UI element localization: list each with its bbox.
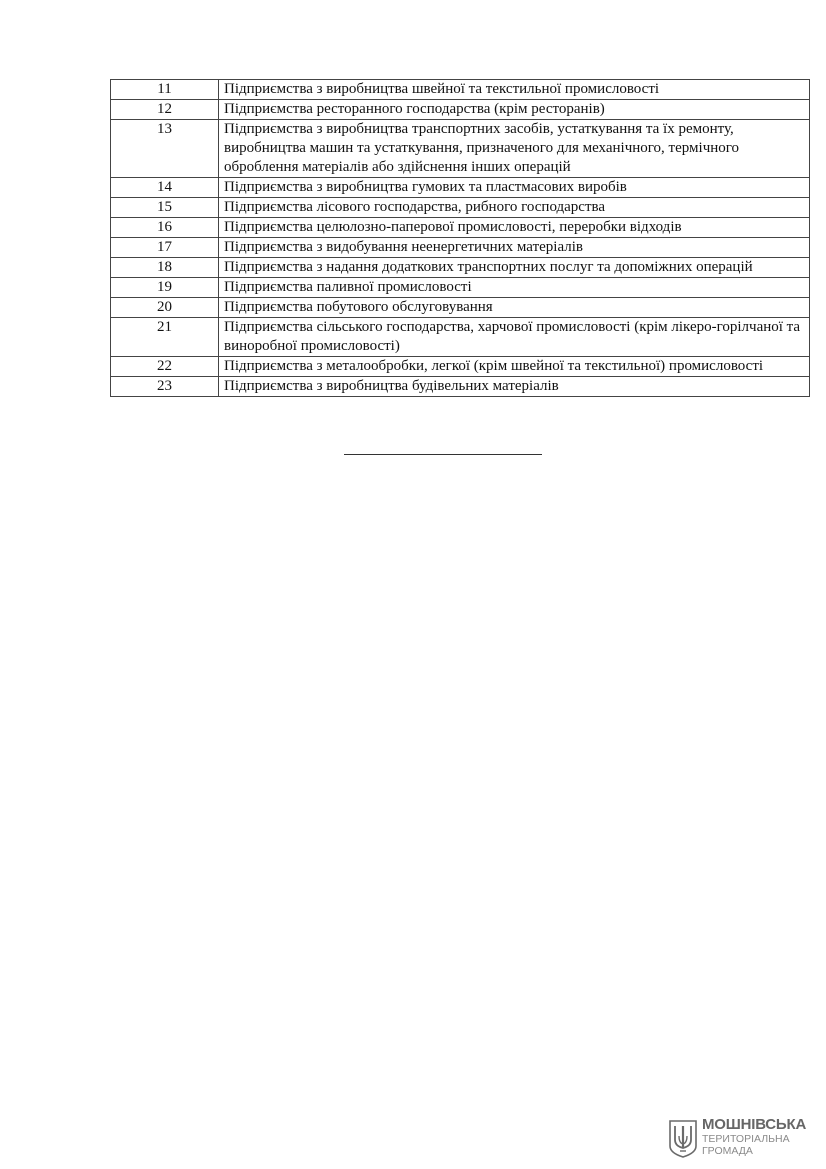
table-row — [111, 218, 810, 238]
row-number: 15 — [111, 198, 219, 218]
row-text: Підприємства целюлозно-паперової промисловості, переробки відходів — [219, 218, 810, 238]
closing-divider — [344, 454, 542, 455]
table-row — [111, 377, 810, 397]
row-text: Підприємства з виробництва гумових та пластмасових виробів — [219, 178, 810, 198]
row-text: Підприємства з надання додаткових транспортних послуг та допоміжних операцій — [219, 258, 810, 278]
table-row — [111, 258, 810, 278]
row-number: 11 — [111, 80, 219, 100]
table-row — [111, 357, 810, 377]
row-number: 12 — [111, 100, 219, 120]
row-number: 19 — [111, 278, 219, 298]
row-number: 17 — [111, 238, 219, 258]
enterprise-list-table — [110, 79, 810, 397]
row-text: Підприємства лісового господарства, рибного господарства — [219, 198, 810, 218]
logo-subtitle-line2: ГРОМАДА — [702, 1145, 753, 1157]
row-text: Підприємства з металообробки, легкої (крім швейної та текстильної) промисловості — [219, 357, 810, 377]
row-number: 21 — [111, 318, 219, 357]
row-text: Підприємства з виробництва транспортних засобів, устаткування та їх ремонту, виробництва машин та устаткування, призначеного для механічного, термічного оброблення матеріалів або здійснення інших операцій — [219, 120, 810, 178]
row-text: Підприємства з виробництва швейної та текстильної промисловості — [219, 80, 810, 100]
table-body — [111, 80, 810, 397]
row-number: 22 — [111, 357, 219, 377]
row-number: 18 — [111, 258, 219, 278]
row-number: 16 — [111, 218, 219, 238]
table-row — [111, 100, 810, 120]
table-row — [111, 120, 810, 178]
row-number: 13 — [111, 120, 219, 178]
row-number: 14 — [111, 178, 219, 198]
table-row — [111, 80, 810, 100]
logo-name: МОШНІВСЬКА — [702, 1116, 807, 1133]
row-text: Підприємства сільського господарства, харчової промисловості (крім лікеро-горілчаної та виноробної промисловості) — [219, 318, 810, 357]
community-logo — [668, 1116, 818, 1162]
table-row — [111, 278, 810, 298]
logo-subtitle-line1: ТЕРИТОРІАЛЬНА — [702, 1133, 790, 1145]
table-row — [111, 178, 810, 198]
row-text: Підприємства побутового обслуговування — [219, 298, 810, 318]
row-text: Підприємства з видобування неенергетичних матеріалів — [219, 238, 810, 258]
table-row — [111, 318, 810, 357]
table-row — [111, 198, 810, 218]
row-number: 20 — [111, 298, 219, 318]
table-row — [111, 238, 810, 258]
table-row — [111, 298, 810, 318]
row-text: Підприємства з виробництва будівельних матеріалів — [219, 377, 810, 397]
row-text: Підприємства ресторанного господарства (крім ресторанів) — [219, 100, 810, 120]
row-number: 23 — [111, 377, 219, 397]
row-text: Підприємства паливної промисловості — [219, 278, 810, 298]
trident-icon — [668, 1118, 698, 1158]
